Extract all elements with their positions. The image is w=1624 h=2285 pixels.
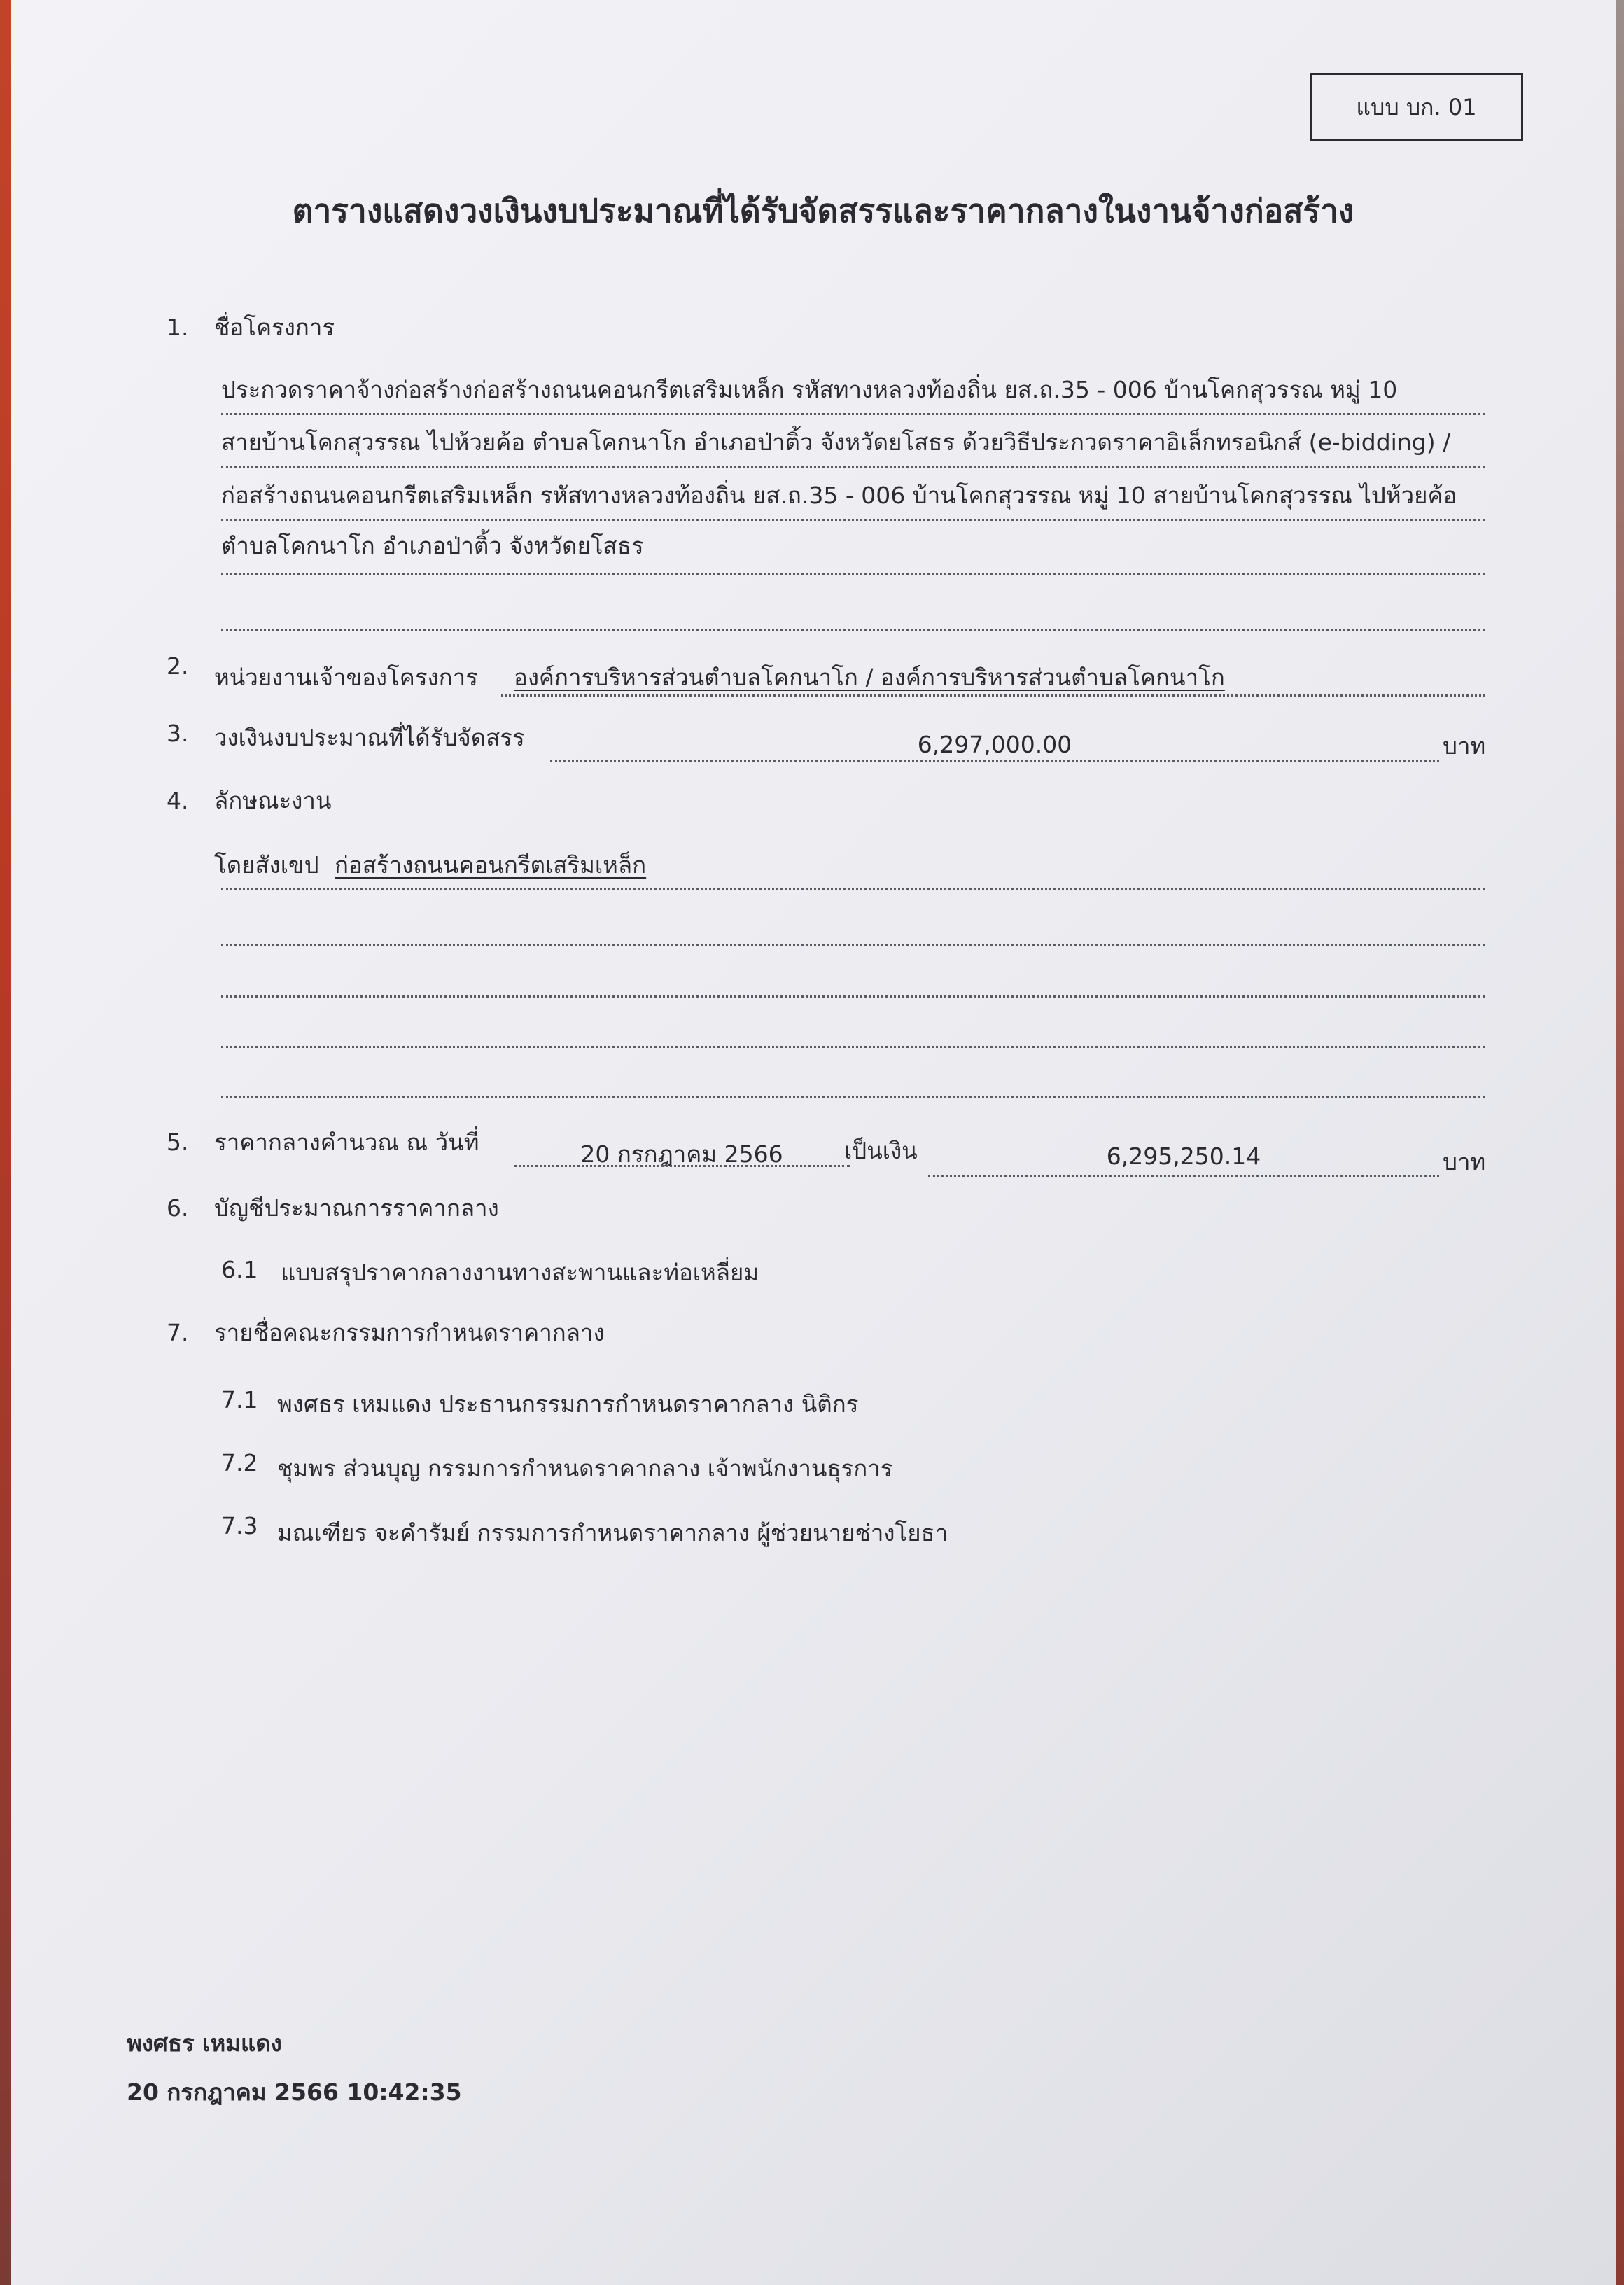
amount-label: เป็นเงิน: [844, 1137, 918, 1164]
committee-member-number: 7.1: [221, 1386, 258, 1413]
committee-member: มณเฑียร จะคำรัมย์ กรรมการกำหนดราคากลาง ผู้ช่วยนายช่างโยธา: [277, 1519, 948, 1546]
section-6-number: 6.: [167, 1194, 189, 1222]
section-5-label: ราคากลางคำนวณ ณ วันที่: [214, 1128, 479, 1156]
section-2-label: หน่วยงานเจ้าของโครงการ: [214, 664, 478, 691]
document-title: ตารางแสดงวงเงินงบประมาณที่ได้รับจัดสรรและราคากลางในงานจ้างก่อสร้าง: [292, 192, 1354, 230]
section-7-label: รายชื่อคณะกรรมการกำหนดราคากลาง: [214, 1319, 605, 1346]
reference-price-unit: บาท: [1443, 1148, 1486, 1175]
footer-datetime: 20 กรกฎาคม 2566 10:42:35: [127, 2078, 462, 2106]
dotted-line: [221, 888, 1485, 890]
project-name-line-1: ประกวดราคาจ้างก่อสร้างก่อสร้างถนนคอนกรีตเสริมเหล็ก รหัสทางหลวงท้องถิ่น ยส.ถ.35 - 006 บ้านโคกสุวรรณ หมู่ 10: [221, 376, 1398, 403]
reference-price-date: 20 กรกฎาคม 2566: [580, 1140, 783, 1168]
dotted-line: [550, 760, 1439, 762]
section-3-label: วงเงินงบประมาณที่ได้รับจัดสรร: [214, 724, 525, 751]
project-name-line-3: ก่อสร้างถนนคอนกรีตเสริมเหล็ก รหัสทางหลวงท้องถิ่น ยส.ถ.35 - 006 บ้านโคกสุวรรณ หมู่ 10 สายบ้านโคกสุวรรณ ไปห้วยค้อ: [221, 482, 1457, 509]
dotted-line: [221, 466, 1485, 468]
work-description-value: ก่อสร้างถนนคอนกรีตเสริมเหล็ก: [335, 851, 647, 879]
budget-amount: 6,297,000.00: [917, 731, 1072, 758]
section-6-1-number: 6.1: [221, 1256, 258, 1283]
section-1-label: ชื่อโครงการ: [214, 314, 335, 341]
budget-unit: บาท: [1443, 732, 1486, 760]
reference-price-amount: 6,295,250.14: [1106, 1142, 1261, 1170]
committee-member: ชุมพร ส่วนบุญ กรรมการกำหนดราคากลาง เจ้าพนักงานธุรการ: [277, 1455, 893, 1482]
form-code: แบบ บก. 01: [1356, 93, 1477, 120]
form-code-box: [1310, 73, 1523, 141]
project-name-line-2: สายบ้านโคกสุวรรณ ไปห้วยค้อ ตำบลโคกนาโก อำเภอป่าติ้ว จังหวัดยโสธร ด้วยวิธีประกวดราคาอิเล็กทรอนิกส์ (e-bidding) /: [221, 428, 1451, 456]
dotted-line: [221, 944, 1485, 946]
section-4-sublabel: โดยสังเขป: [214, 851, 319, 879]
dotted-line: [221, 519, 1485, 521]
section-6-label: บัญชีประมาณการราคากลาง: [214, 1194, 499, 1222]
dotted-line: [501, 694, 1485, 697]
dotted-line: [221, 573, 1485, 575]
owner-agency-value: องค์การบริหารส่วนตำบลโคกนาโก / องค์การบริหารส่วนตำบลโคกนาโก: [514, 664, 1225, 691]
section-4-label: ลักษณะงาน: [214, 787, 332, 814]
committee-member-number: 7.3: [221, 1512, 258, 1539]
dotted-line: [221, 413, 1485, 415]
dotted-line: [928, 1175, 1439, 1177]
dotted-line: [514, 1165, 850, 1167]
section-3-number: 3.: [167, 720, 189, 747]
committee-member: พงศธร เหมแดง ประธานกรรมการกำหนดราคากลาง นิติกร: [277, 1390, 859, 1418]
desk-edge-right: [1614, 0, 1624, 2285]
dotted-line: [221, 995, 1485, 998]
section-1-number: 1.: [167, 314, 189, 341]
section-4-number: 4.: [167, 787, 189, 814]
project-name-line-4: ตำบลโคกนาโก อำเภอป่าติ้ว จังหวัดยโสธร: [221, 532, 644, 559]
committee-member-number: 7.2: [221, 1449, 258, 1476]
dotted-line: [221, 1096, 1485, 1098]
dotted-line: [221, 629, 1485, 631]
section-2-number: 2.: [167, 652, 189, 680]
section-6-1-text: แบบสรุปราคากลางงานทางสะพานและท่อเหลี่ยม: [281, 1259, 760, 1286]
footer-name: พงศธร เหมแดง: [127, 2029, 282, 2057]
document-page: [11, 0, 1616, 2285]
section-5-number: 5.: [167, 1128, 189, 1156]
dotted-line: [221, 1046, 1485, 1048]
section-7-number: 7.: [167, 1319, 189, 1346]
